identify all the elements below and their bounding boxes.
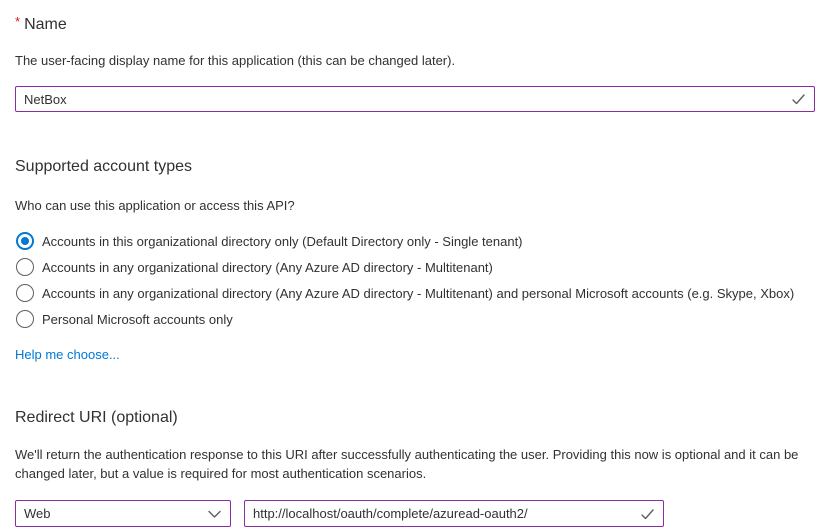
redirect-uri-section (15, 408, 815, 527)
account-types-title: Supported account types (15, 158, 193, 175)
redirect-uri-controls (15, 500, 815, 527)
radio-option-label: Personal Microsoft accounts only (42, 311, 233, 327)
radio-button-icon[interactable] (16, 232, 34, 250)
required-asterisk: * (15, 14, 21, 29)
account-type-radio-group (15, 228, 815, 332)
account-types-question: Who can use this application or access this API? (15, 198, 295, 213)
radio-button-icon[interactable] (16, 284, 34, 302)
radio-option-single-tenant[interactable] (15, 228, 815, 254)
platform-selected-value: Web (24, 506, 51, 521)
name-title-text: Name (24, 16, 67, 33)
name-section (15, 12, 815, 112)
account-types-section (15, 157, 815, 364)
platform-select[interactable] (15, 500, 231, 527)
radio-option-multitenant[interactable] (15, 254, 815, 280)
radio-button-icon[interactable] (16, 258, 34, 276)
name-section-title (15, 12, 815, 35)
radio-option-personal-only[interactable] (15, 306, 815, 332)
redirect-uri-input[interactable] (244, 500, 664, 527)
radio-option-label: Accounts in this organizational directory only (Default Directory only - Single tenant) (42, 233, 523, 249)
radio-button-icon[interactable] (16, 310, 34, 328)
name-description: The user-facing display name for this application (this can be changed later). (15, 53, 456, 68)
redirect-uri-description: We'll return the authentication response to this URI after successfully authenticating the user. Providing this now is optional and it can be changed later, but a value is required for most authentication scenarios. (15, 447, 799, 481)
help-me-choose-link[interactable]: Help me choose... (15, 347, 120, 362)
redirect-uri-title: Redirect URI (optional) (15, 409, 178, 426)
radio-option-label: Accounts in any organizational directory (Any Azure AD directory - Multitenant) (42, 259, 493, 275)
radio-option-multitenant-personal[interactable] (15, 280, 815, 306)
name-input[interactable] (15, 86, 815, 112)
platform-select-wrap (15, 500, 231, 527)
radio-option-label: Accounts in any organizational directory (Any Azure AD directory - Multitenant) and personal Microsoft accounts (e.g. Skype, Xbox) (42, 285, 795, 301)
redirect-uri-input-wrap (244, 500, 664, 527)
name-input-wrap (15, 86, 815, 112)
